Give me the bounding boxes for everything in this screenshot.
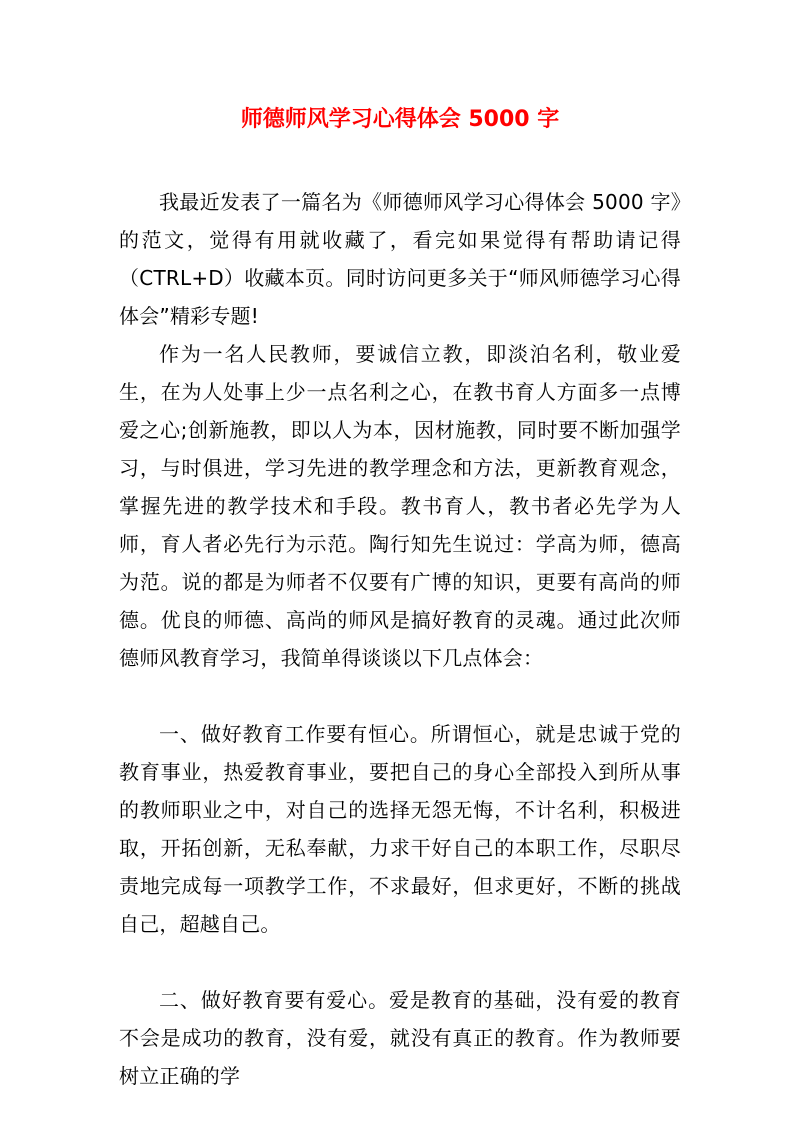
perseverance-paragraph: 一、做好教育工作要有恒心。所谓恒心，就是忠诚于党的教育事业，热爱教育事业，要把自己的身心全部投入到所从事的教师职业之中，对自己的选择无怨无悔，不计名利，积极进取，开拓创新，无私奉献，力求干好自己的本职工作，尽职尽责地完成每一项教学工作，不求最好，但求更好，不断的挑战自己，超越自己。 [119,722,681,936]
document-body [119,183,681,1095]
paragraph-gap [119,677,681,715]
teacher-ethics-paragraph: 作为一名人民教师，要诚信立教，即淡泊名利，敬业爱生，在为人处事上少一点名利之心，在教书育人方面多一点博爱之心;创新施教，即以人为本，因材施教，同时要不断加强学习，与时俱进，学习先进的教学理念和方法，更新教育观念，掌握先进的教学技术和手段。教书育人，教书者必先学为人师，育人者必先行为示范。陶行知先生说过：学高为师，德高为范。说的都是为师者不仅要有广博的知识，更要有高尚的师德。优良的师德、高尚的师风是搞好教育的灵魂。通过此次师德师风教育学习，我简单得谈谈以下几点体会： [119,342,681,670]
paragraph-gap [119,943,681,981]
document-title: 师德师风学习心得体会 5000 字 [240,107,560,132]
intro-paragraph: 我最近发表了一篇名为《师德师风学习心得体会 5000 字》的范文，觉得有用就收藏了，看完如果觉得有帮助请记得（CTRL+D）收藏本页。同时访问更多关于“师风师德学习心得体会”精彩专题! [119,190,681,328]
love-paragraph: 二、做好教育要有爱心。爱是教育的基础，没有爱的教育不会是成功的教育，没有爱，就没有真正的教育。作为教师要树立正确的学 [119,988,681,1088]
